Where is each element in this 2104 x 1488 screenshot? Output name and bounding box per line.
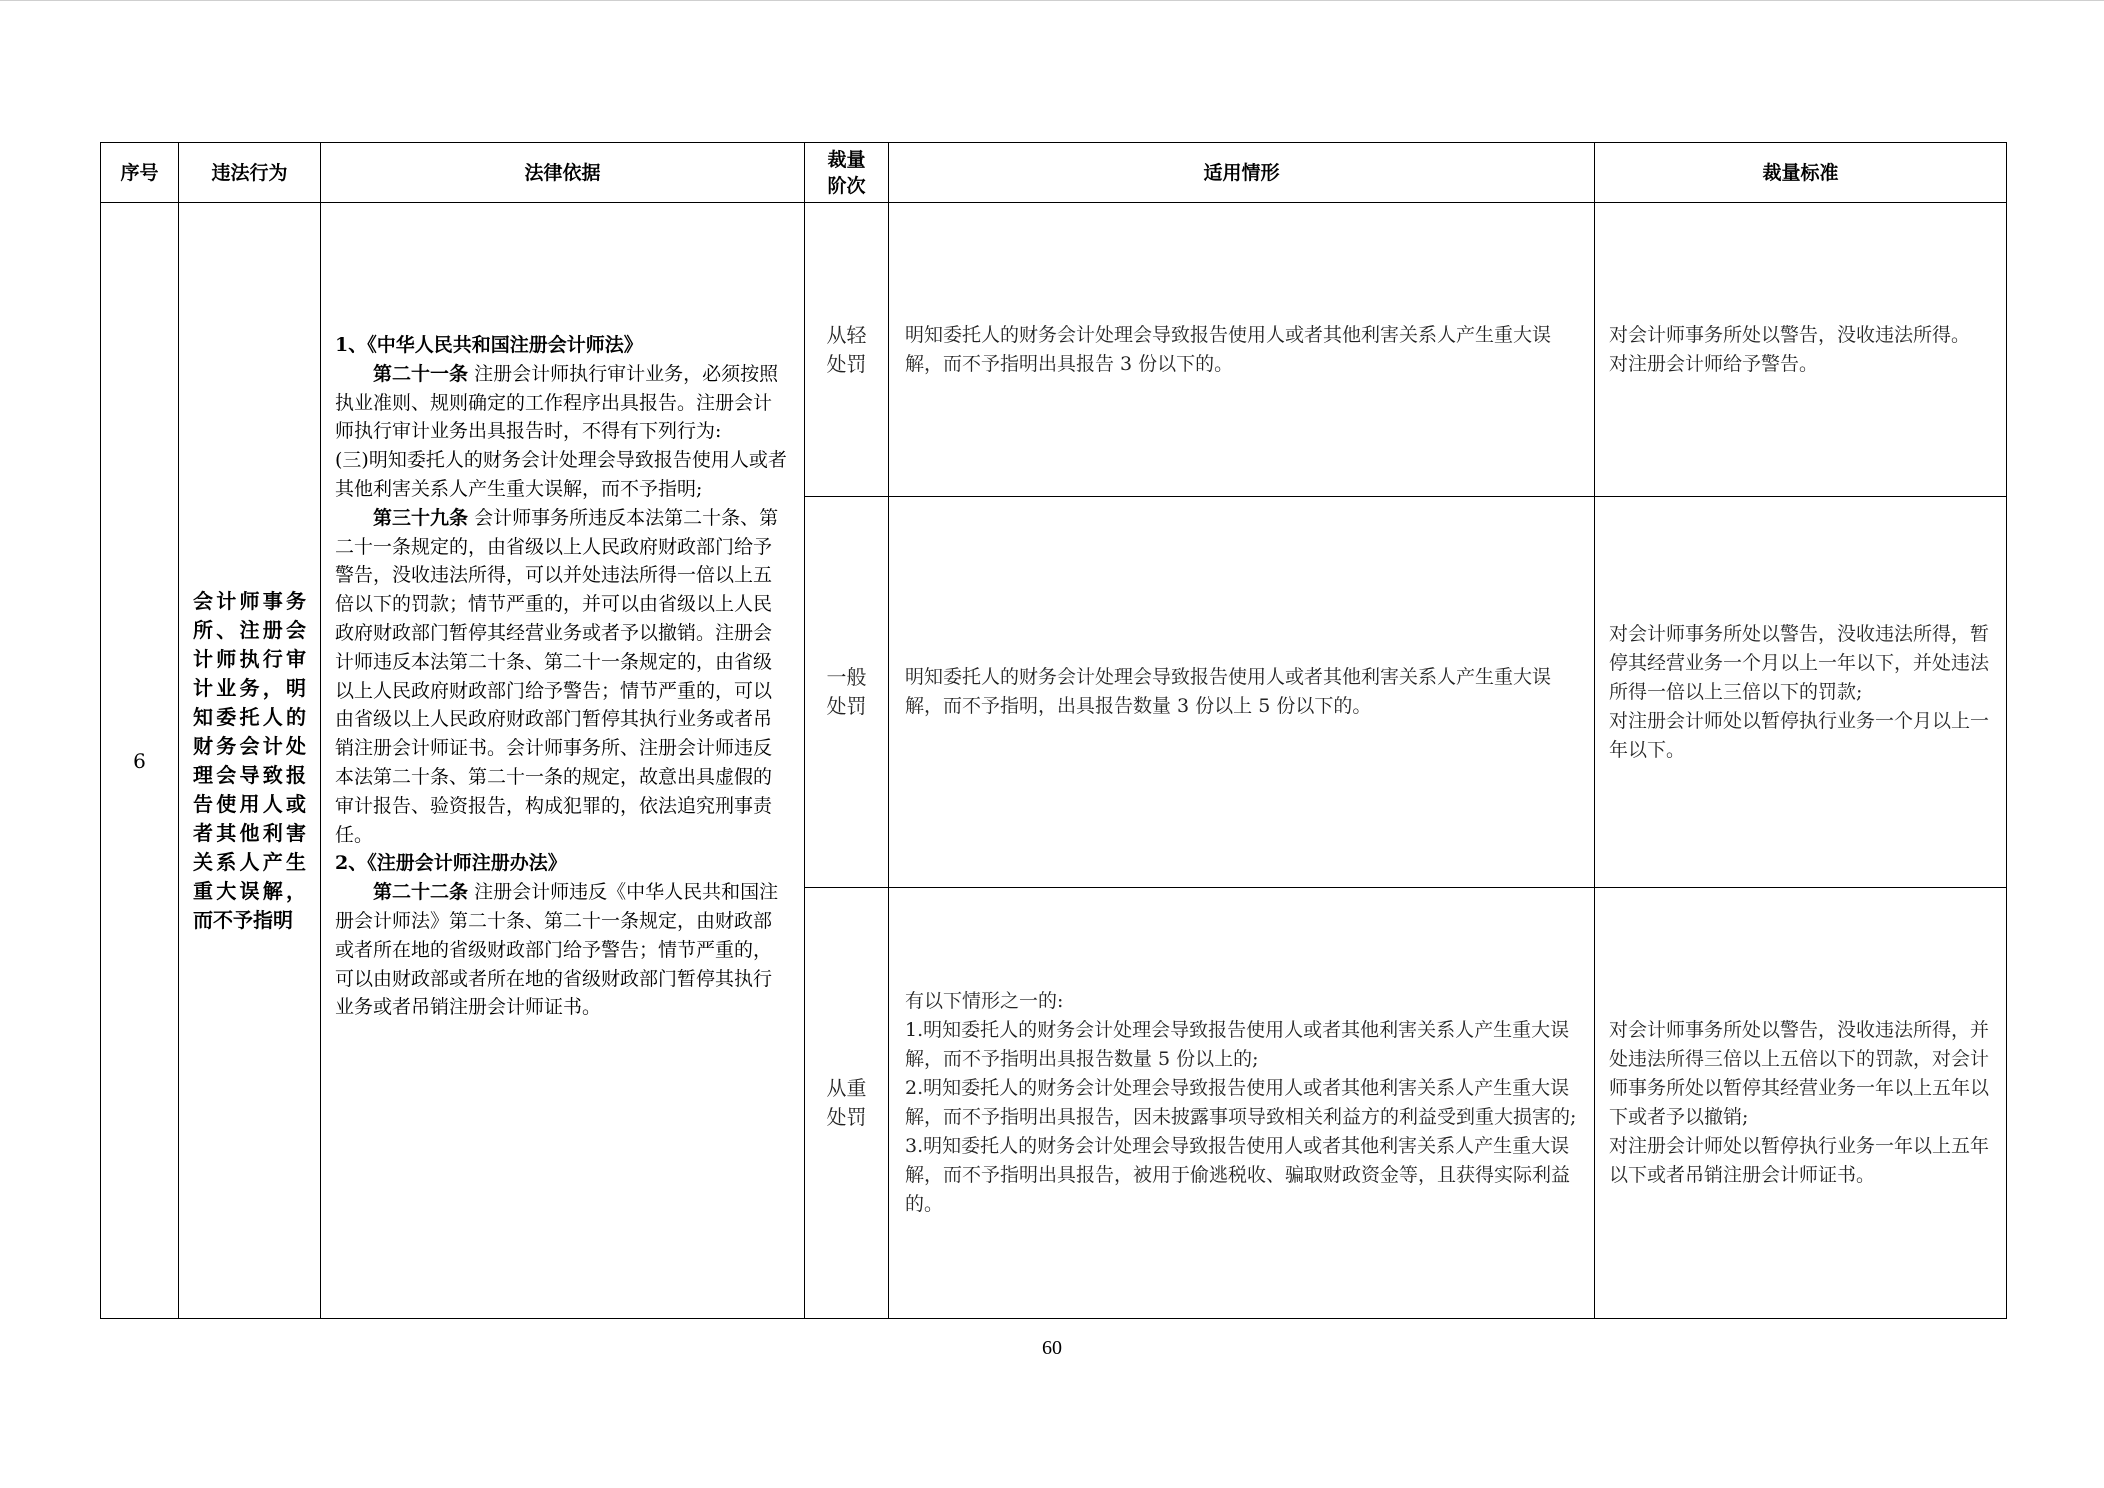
table-row	[101, 203, 2007, 497]
header-seq: 序号	[101, 143, 179, 203]
tier3-level-line: 处罚	[826, 1105, 867, 1129]
tier1-standard	[1595, 203, 2007, 497]
tier3-situation-line: 3.明知委托人的财务会计处理会导致报告使用人或者其他利害关系人产生重大误解，而不予指明出具报告，被用于偷逃税收、骗取财政资金等，且获得实际利益的。	[905, 1135, 1571, 1215]
tier2-level-line: 处罚	[826, 694, 867, 718]
law1-article39	[335, 504, 788, 850]
tier1-level-line: 从轻	[826, 322, 867, 347]
header-violation: 违法行为	[179, 143, 321, 203]
tier3-situation-line: 有以下情形之一的:	[905, 990, 1064, 1012]
law1-article39-label: 第三十九条	[373, 506, 469, 529]
tier1-situation	[889, 203, 1595, 497]
tier3-level	[805, 888, 889, 1319]
tier3-situation-line: 1.明知委托人的财务会计处理会导致报告使用人或者其他利害关系人产生重大误解，而不予指明出具报告数量 5 份以上的;	[905, 1019, 1570, 1070]
tier3-standard-line: 对注册会计师处以暂停执行业务一年以上五年以下或者吊销注册会计师证书。	[1609, 1135, 1990, 1186]
tier1-level	[805, 203, 889, 497]
header-legal-basis: 法律依据	[321, 143, 805, 203]
tier2-standard-line: 对会计师事务所处以警告，没收违法所得，暂停其经营业务一个月以上一年以下，并处违法所得一倍以上三倍以下的罚款;	[1609, 622, 1990, 703]
law2-article22	[335, 878, 788, 1022]
row-seq: 6	[101, 203, 179, 1319]
law1-article39-text: 会计师事务所违反本法第二十条、第二十一条规定的，由省级以上人民政府财政部门给予警告，没收违法所得，可以并处违法所得一倍以上五倍以下的罚款；情节严重的，并可以由省级以上人民政府财政部门暂停其经营业务或者予以撤销。注册会计师违反本法第二十条、第二十一条规定的，由省级以上人民政府财政部门给予警告；情节严重的，可以由省级以上人民政府财政部门暂停其执行业务或者吊销注册会计师证书。会计师事务所、注册会计师违反本法第二十条、第二十一条的规定，故意出具虚假的审计报告、验资报告，构成犯罪的，依法追究刑事责任。	[335, 506, 779, 846]
tier3-standard-line: 对会计师事务所处以警告，没收违法所得，并处违法所得三倍以上五倍以下的罚款，对会计师事务所处以暂停其经营业务一年以上五年以下或者予以撤销;	[1609, 1019, 1990, 1128]
tier3-standard	[1595, 888, 2007, 1319]
law1-article21-label: 第二十一条	[373, 362, 469, 385]
tier2-situation-line: 明知委托人的财务会计处理会导致报告使用人或者其他利害关系人产生重大误解，而不予指明，出具报告数量 3 份以上 5 份以下的。	[905, 666, 1552, 717]
tier3-situation	[889, 888, 1595, 1319]
tier1-standard-line: 对会计师事务所处以警告，没收违法所得。	[1609, 323, 1971, 346]
header-situation: 适用情形	[889, 143, 1595, 203]
table-header-row	[101, 143, 2007, 203]
law2-article22-text: 注册会计师违反《中华人民共和国注册会计师法》第二十条、第二十一条规定，由财政部或者所在地的省级财政部门给予警告；情节严重的，可以由财政部或者所在地的省级财政部门暂停其执行业务或者吊销注册会计师证书。	[335, 881, 779, 1019]
legal-basis-text	[335, 331, 788, 1022]
discretion-standard-table	[100, 142, 2007, 1319]
law1-article21-text: 注册会计师执行审计业务，必须按照执业准则、规则确定的工作程序出具报告。注册会计师执行审计业务出具报告时，不得有下列行为:	[335, 362, 779, 443]
page-top-rule	[0, 0, 2104, 1]
row-legal-basis	[321, 203, 805, 1319]
header-level-text: 裁量阶次	[827, 148, 866, 197]
tier1-situation-line: 明知委托人的财务会计处理会导致报告使用人或者其他利害关系人产生重大误解，而不予指明出具报告 3 份以下的。	[905, 323, 1552, 375]
law2-title: 2、《注册会计师注册办法》	[335, 852, 567, 875]
tier2-standard	[1595, 497, 2007, 888]
law2-article22-label: 第二十二条	[373, 881, 469, 904]
tier2-level-line: 一般	[826, 665, 867, 689]
header-level	[805, 143, 889, 203]
tier2-situation	[889, 497, 1595, 888]
tier1-standard-line: 对注册会计师给予警告。	[1609, 352, 1819, 375]
law1-title: 1、《中华人民共和国注册会计师法》	[335, 334, 643, 356]
tier2-standard-line: 对注册会计师处以暂停执行业务一个月以上一年以下。	[1609, 709, 1990, 761]
row-violation: 会计师事务所、注册会计师执行审计业务，明知委托人的财务会计处理会导致报告使用人或者其他利害关系人产生重大误解，而不予指明	[179, 203, 321, 1319]
page-number: 60	[1042, 1337, 1062, 1359]
tier2-level	[805, 497, 889, 888]
tier3-situation-line: 2.明知委托人的财务会计处理会导致报告使用人或者其他利害关系人产生重大误解，而不予指明出具报告，因未披露事项导致相关利益方的利益受到重大损害的;	[905, 1077, 1577, 1128]
law1-article21	[335, 360, 788, 446]
header-standard: 裁量标准	[1595, 143, 2007, 203]
tier3-level-line: 从重	[826, 1076, 867, 1100]
tier1-level-line: 处罚	[826, 351, 867, 376]
law1-article21-item: (三)明知委托人的财务会计处理会导致报告使用人或者其他利害关系人产生重大误解，而不予指明;	[335, 449, 787, 500]
